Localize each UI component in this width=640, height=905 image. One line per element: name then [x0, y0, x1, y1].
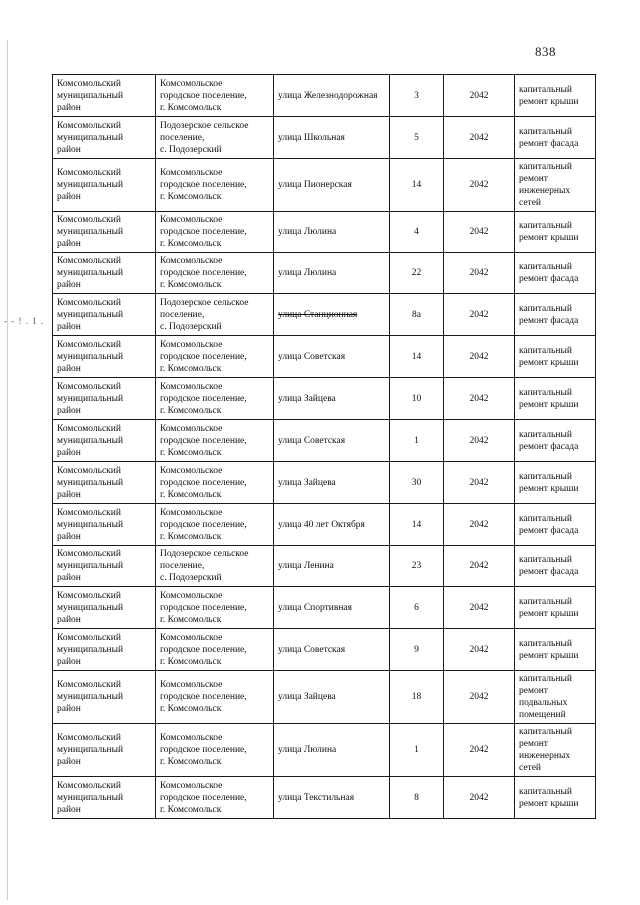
scan-edge-line [7, 40, 8, 900]
year-cell [444, 724, 515, 777]
work-type-cell-text: капитальный ремонт крыши [519, 84, 579, 107]
street-cell [274, 420, 390, 462]
street-cell-text: улица Железнодорожная [278, 90, 378, 101]
settlement-cell-text: Комсомольское городское поселение, г. Комсомольск [160, 168, 247, 202]
work-type-cell [515, 504, 596, 546]
house-number-cell [390, 159, 444, 212]
year-cell [444, 253, 515, 294]
house-number-cell [390, 75, 444, 117]
year-cell [444, 420, 515, 462]
settlement-cell-text: Подозерское сельское поселение, с. Подозерский [160, 549, 249, 583]
settlement-cell [156, 504, 274, 546]
street-cell-text: улица Советская [278, 644, 346, 655]
year-cell-text: 2042 [469, 393, 489, 404]
street-cell [274, 546, 390, 587]
work-type-cell-text: капитальный ремонт крыши [519, 471, 579, 494]
settlement-cell [156, 587, 274, 629]
table-row [53, 777, 596, 819]
year-cell-text: 2042 [469, 132, 489, 143]
work-type-cell-text: капитальный ремонт фасада [519, 262, 579, 284]
street-cell-text: улица Зайцева [278, 692, 336, 702]
settlement-cell-text: Комсомольское городское поселение, г. Комсомольск [160, 423, 247, 458]
house-number-cell-text: 22 [411, 268, 422, 278]
house-number-cell-text: 14 [411, 351, 422, 362]
house-number-cell [390, 724, 444, 777]
year-cell-text: 2042 [469, 792, 489, 803]
house-number-cell-text: 1 [414, 745, 419, 755]
district-cell [53, 159, 156, 212]
house-number-cell-text: 14 [411, 519, 422, 530]
year-cell-text: 2042 [469, 745, 489, 755]
table-row [53, 336, 596, 378]
table-row [53, 587, 596, 629]
settlement-cell [156, 671, 274, 724]
settlement-cell [156, 462, 274, 504]
district-cell-text: Комсомольский муниципальный район [57, 256, 124, 290]
house-number-cell [390, 462, 444, 504]
work-type-cell-text: капитальный ремонт подвальных помещений [519, 674, 572, 720]
district-cell [53, 587, 156, 629]
house-number-cell [390, 294, 444, 336]
work-type-cell [515, 546, 596, 587]
street-cell-text: улица Школьная [278, 132, 345, 143]
district-cell [53, 212, 156, 253]
settlement-cell-text: Комсомольское городское поселение, г. Комсомольск [160, 465, 247, 500]
house-number-cell [390, 253, 444, 294]
table-row [53, 75, 596, 117]
street-cell-text: улица Люлина [278, 268, 337, 278]
table-row [53, 294, 596, 336]
district-cell [53, 462, 156, 504]
house-number-cell-text: 10 [411, 393, 422, 404]
settlement-cell-text: Комсомольское городское поселение, г. Комсомольск [160, 381, 247, 416]
street-cell-text: улица Пионерская [278, 180, 352, 190]
street-cell-text: улица Текстильная [278, 792, 355, 803]
work-type-cell [515, 724, 596, 777]
work-type-cell [515, 462, 596, 504]
table-row [53, 117, 596, 159]
street-cell-text: улица Зайцева [278, 393, 336, 404]
settlement-cell-text: Комсомольское городское поселение, г. Комсомольск [160, 632, 247, 667]
house-number-cell [390, 336, 444, 378]
year-cell-text: 2042 [469, 602, 489, 613]
district-cell-text: Комсомольский муниципальный район [57, 780, 124, 815]
settlement-cell-text: Комсомольское городское поселение, г. Комсомольск [160, 590, 247, 625]
settlement-cell-text: Комсомольское городское поселение, г. Комсомольск [160, 78, 247, 113]
district-cell [53, 546, 156, 587]
year-cell-text: 2042 [469, 351, 489, 362]
street-cell [274, 724, 390, 777]
district-cell [53, 420, 156, 462]
district-cell [53, 724, 156, 777]
house-number-cell [390, 629, 444, 671]
district-cell-text: Комсомольский муниципальный район [57, 215, 124, 249]
work-type-cell [515, 253, 596, 294]
settlement-cell [156, 159, 274, 212]
work-type-cell [515, 671, 596, 724]
district-cell-text: Комсомольский муниципальный район [57, 549, 124, 583]
house-number-cell-text: 5 [414, 132, 419, 143]
year-cell-text: 2042 [469, 519, 489, 530]
year-cell [444, 777, 515, 819]
settlement-cell [156, 378, 274, 420]
house-number-cell [390, 378, 444, 420]
street-cell-text: улица Станционная [278, 309, 358, 320]
house-number-cell-text: 30 [411, 477, 422, 488]
district-cell [53, 671, 156, 724]
street-cell [274, 629, 390, 671]
table-row [53, 420, 596, 462]
table-row [53, 253, 596, 294]
year-cell [444, 587, 515, 629]
house-number-cell-text: 3 [414, 90, 419, 101]
house-number-cell [390, 504, 444, 546]
page-number: 838 [535, 44, 556, 59]
house-number-cell-text: 4 [414, 227, 419, 237]
district-cell-text: Комсомольский муниципальный район [57, 120, 124, 155]
year-cell [444, 671, 515, 724]
year-cell-text: 2042 [469, 477, 489, 488]
settlement-cell [156, 294, 274, 336]
district-cell-text: Комсомольский муниципальный район [57, 680, 124, 714]
street-cell [274, 587, 390, 629]
year-cell [444, 212, 515, 253]
year-cell-text: 2042 [469, 180, 489, 190]
repair-schedule-table [52, 74, 596, 819]
year-cell-text: 2042 [469, 644, 489, 655]
house-number-cell-text: 8а [412, 309, 421, 320]
district-cell-text: Комсомольский муниципальный район [57, 339, 124, 374]
year-cell-text: 2042 [469, 435, 489, 446]
street-cell [274, 212, 390, 253]
year-cell [444, 294, 515, 336]
district-cell-text: Комсомольский муниципальный район [57, 381, 124, 416]
street-cell [274, 159, 390, 212]
house-number-cell-text: 9 [414, 644, 419, 655]
house-number-cell [390, 671, 444, 724]
settlement-cell [156, 546, 274, 587]
district-cell-text: Комсомольский муниципальный район [57, 632, 124, 667]
street-cell-text: улица Зайцева [278, 477, 336, 488]
settlement-cell-text: Комсомольское городское поселение, г. Комсомольск [160, 780, 247, 815]
year-cell [444, 159, 515, 212]
work-type-cell-text: капитальный ремонт крыши [519, 345, 579, 368]
house-number-cell [390, 777, 444, 819]
work-type-cell-text: капитальный ремонт крыши [519, 221, 579, 243]
settlement-cell [156, 777, 274, 819]
house-number-cell [390, 117, 444, 159]
street-cell-text: улица Ленина [278, 561, 334, 571]
year-cell [444, 546, 515, 587]
street-cell [274, 671, 390, 724]
table-body [53, 75, 596, 819]
district-cell-text: Комсомольский муниципальный район [57, 423, 124, 458]
settlement-cell-text: Комсомольское городское поселение, г. Комсомольск [160, 733, 247, 767]
work-type-cell [515, 378, 596, 420]
year-cell-text: 2042 [469, 561, 489, 571]
district-cell-text: Комсомольский муниципальный район [57, 78, 124, 113]
settlement-cell [156, 724, 274, 777]
house-number-cell [390, 546, 444, 587]
house-number-cell-text: 1 [414, 435, 419, 446]
street-cell [274, 294, 390, 336]
work-type-cell-text: капитальный ремонт фасада [519, 303, 579, 326]
year-cell [444, 117, 515, 159]
street-cell-text: улица Советская [278, 435, 346, 446]
street-cell [274, 75, 390, 117]
table-row [53, 671, 596, 724]
year-cell [444, 75, 515, 117]
house-number-cell-text: 8 [414, 792, 419, 803]
district-cell [53, 75, 156, 117]
house-number-cell [390, 420, 444, 462]
work-type-cell [515, 75, 596, 117]
settlement-cell-text: Комсомольское городское поселение, г. Комсомольск [160, 256, 247, 290]
house-number-cell-text: 23 [411, 561, 422, 571]
district-cell-text: Комсомольский муниципальный район [57, 590, 124, 625]
work-type-cell [515, 294, 596, 336]
work-type-cell-text: капитальный ремонт фасада [519, 429, 579, 452]
work-type-cell [515, 777, 596, 819]
table-row [53, 504, 596, 546]
work-type-cell [515, 117, 596, 159]
year-cell [444, 462, 515, 504]
table-row [53, 159, 596, 212]
work-type-cell-text: капитальный ремонт инженерных сетей [519, 162, 572, 208]
street-cell-text: улица Спортивная [278, 602, 353, 613]
street-cell [274, 336, 390, 378]
work-type-cell [515, 420, 596, 462]
year-cell-text: 2042 [469, 309, 489, 320]
work-type-cell [515, 629, 596, 671]
settlement-cell-text: Подозерское сельское поселение, с. Подозерский [160, 297, 249, 332]
year-cell [444, 504, 515, 546]
street-cell [274, 253, 390, 294]
district-cell-text: Комсомольский муниципальный район [57, 733, 124, 767]
street-cell-text: улица 40 лет Октября [278, 519, 365, 530]
settlement-cell [156, 117, 274, 159]
settlement-cell [156, 253, 274, 294]
work-type-cell-text: капитальный ремонт инженерных сетей [519, 727, 572, 773]
settlement-cell [156, 75, 274, 117]
year-cell [444, 629, 515, 671]
street-cell [274, 117, 390, 159]
table-row [53, 378, 596, 420]
work-type-cell [515, 587, 596, 629]
settlement-cell-text: Подозерское сельское поселение, с. Подозерский [160, 120, 249, 155]
settlement-cell-text: Комсомольское городское поселение, г. Комсомольск [160, 215, 247, 249]
year-cell-text: 2042 [469, 90, 489, 101]
table-row [53, 629, 596, 671]
work-type-cell-text: капитальный ремонт крыши [519, 786, 579, 809]
table-row [53, 462, 596, 504]
work-type-cell-text: капитальный ремонт крыши [519, 638, 579, 661]
house-number-cell [390, 212, 444, 253]
settlement-cell [156, 420, 274, 462]
street-cell [274, 777, 390, 819]
street-cell [274, 462, 390, 504]
year-cell-text: 2042 [469, 268, 489, 278]
district-cell-text: Комсомольский муниципальный район [57, 297, 124, 332]
street-cell [274, 504, 390, 546]
settlement-cell-text: Комсомольское городское поселение, г. Комсомольск [160, 507, 247, 542]
settlement-cell-text: Комсомольское городское поселение, г. Комсомольск [160, 339, 247, 374]
district-cell-text: Комсомольский муниципальный район [57, 465, 124, 500]
house-number-cell-text: 18 [411, 692, 422, 702]
settlement-cell [156, 629, 274, 671]
district-cell [53, 117, 156, 159]
table-row [53, 212, 596, 253]
house-number-cell-text: 14 [411, 180, 422, 190]
work-type-cell-text: капитальный ремонт фасада [519, 126, 579, 149]
margin-mark: - - ! . 1 . [4, 316, 45, 326]
house-number-cell [390, 587, 444, 629]
street-cell [274, 378, 390, 420]
street-cell-text: улица Советская [278, 351, 346, 362]
district-cell-text: Комсомольский муниципальный район [57, 168, 124, 202]
district-cell [53, 629, 156, 671]
settlement-cell [156, 212, 274, 253]
street-cell-text: улица Люлина [278, 227, 337, 237]
work-type-cell [515, 212, 596, 253]
district-cell [53, 294, 156, 336]
work-type-cell-text: капитальный ремонт фасада [519, 513, 579, 536]
year-cell [444, 336, 515, 378]
district-cell [53, 336, 156, 378]
district-cell [53, 777, 156, 819]
work-type-cell [515, 336, 596, 378]
work-type-cell [515, 159, 596, 212]
settlement-cell [156, 336, 274, 378]
street-cell-text: улица Люлина [278, 745, 337, 755]
year-cell-text: 2042 [469, 227, 489, 237]
district-cell [53, 378, 156, 420]
table-row [53, 546, 596, 587]
work-type-cell-text: капитальный ремонт крыши [519, 387, 579, 410]
year-cell [444, 378, 515, 420]
settlement-cell-text: Комсомольское городское поселение, г. Комсомольск [160, 680, 247, 714]
table-row [53, 724, 596, 777]
work-type-cell-text: капитальный ремонт крыши [519, 596, 579, 619]
year-cell-text: 2042 [469, 692, 489, 702]
work-type-cell-text: капитальный ремонт фасада [519, 555, 579, 577]
district-cell [53, 504, 156, 546]
district-cell [53, 253, 156, 294]
house-number-cell-text: 6 [414, 602, 419, 613]
district-cell-text: Комсомольский муниципальный район [57, 507, 124, 542]
